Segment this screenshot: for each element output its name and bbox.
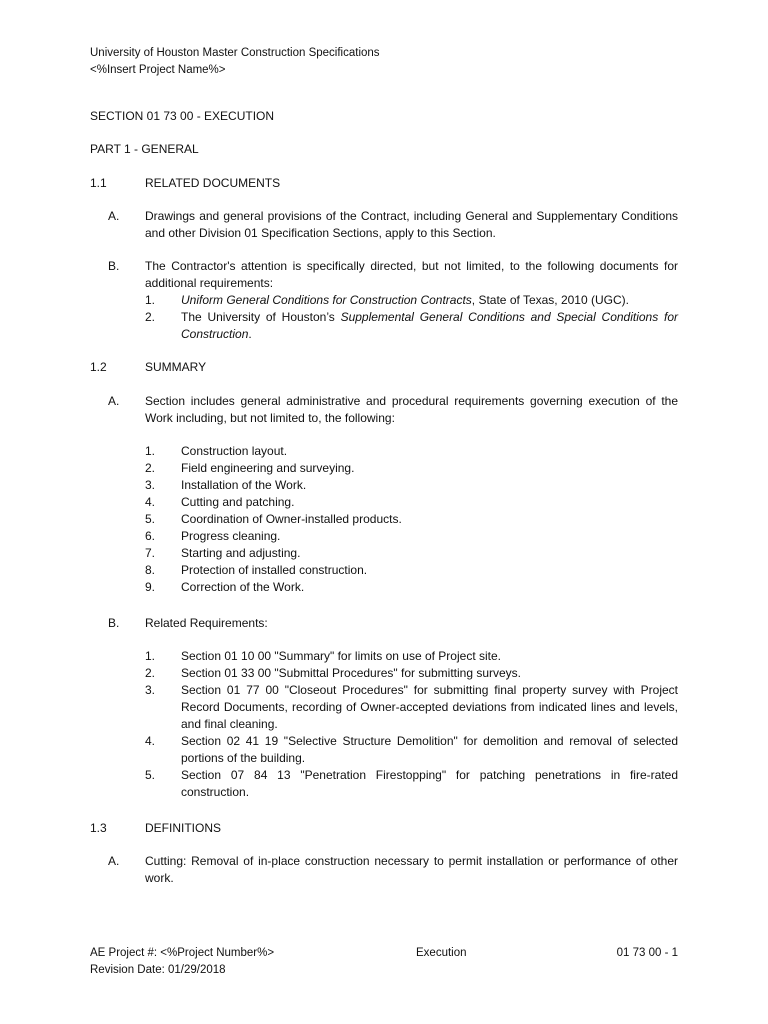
list-item-text: Coordination of Owner-installed products. [181, 512, 402, 526]
list-item-text: Field engineering and surveying. [181, 461, 355, 475]
list-item [145, 528, 678, 545]
list-item-text: Correction of the Work. [181, 580, 305, 594]
list-number: 3. [145, 683, 156, 697]
list-number: 8. [145, 563, 156, 577]
paragraph-text: The Contractor's attention is specifically directed, but not limited, to the following documents for additional requirements: [145, 259, 678, 290]
list-item [145, 665, 678, 682]
list-item [145, 682, 678, 733]
list-number: 1. [145, 444, 156, 458]
list-item-text: Section 02 41 19 "Selective Structure Demolition" for demolition and removal of selected portions of the building. [181, 734, 678, 765]
footer-page-number: 01 73 00 - 1 [616, 947, 678, 959]
document-header [90, 45, 380, 79]
article-number: 1.3 [90, 821, 107, 835]
header-spec-title: University of Houston Master Construction Specifications [90, 47, 380, 59]
list-item-text: Progress cleaning. [181, 529, 281, 543]
list-item-text: Installation of the Work. [181, 478, 307, 492]
summary-list [145, 443, 678, 596]
list-item [145, 292, 678, 309]
list-item-text: Cutting and patching. [181, 495, 295, 509]
article-number: 1.2 [90, 360, 107, 374]
list-item-text: Protection of installed construction. [181, 563, 368, 577]
footer-project-number: AE Project #: <%Project Number%> [90, 947, 275, 959]
section-title: SECTION 01 73 00 - EXECUTION [90, 109, 275, 123]
list-number: 7. [145, 546, 156, 560]
list-number: 4. [145, 734, 156, 748]
list-item-text: Section 07 84 13 "Penetration Firestopping" for patching penetrations in fire-rated construction. [181, 768, 678, 799]
paragraph-letter: B. [108, 259, 120, 273]
list-number: 6. [145, 529, 156, 543]
list-number: 4. [145, 495, 156, 509]
document-title: Uniform General Conditions for Construction Contracts [181, 293, 472, 307]
header-project-name: <%Insert Project Name%> [90, 64, 226, 76]
list-number: 2. [145, 666, 156, 680]
paragraph-letter: A. [108, 394, 120, 408]
list-item [145, 733, 678, 767]
article-title: DEFINITIONS [145, 821, 222, 835]
paragraph-text: Cutting: Removal of in-place construction necessary to permit installation or performance of other work. [145, 854, 678, 885]
paragraph-text: Section includes general administrative and procedural requirements governing execution of the Work including, but not limited to, the following: [145, 394, 678, 425]
list-item [145, 648, 678, 665]
list-number: 1. [145, 293, 156, 307]
list-item [145, 477, 678, 494]
list-item [145, 494, 678, 511]
list-item-text: Starting and adjusting. [181, 546, 301, 560]
paragraph-text: Related Requirements: [145, 616, 268, 630]
list-item-text: The University of Houston’s [181, 310, 341, 324]
paragraph-letter: A. [108, 854, 120, 868]
list-number: 9. [145, 580, 156, 594]
list-item [145, 562, 678, 579]
list-number: 5. [145, 768, 156, 782]
list-item-text: Section 01 33 00 "Submittal Procedures" for submitting surveys. [181, 666, 522, 680]
list-item-text: Section 01 10 00 "Summary" for limits on use of Project site. [181, 649, 501, 663]
list-number: 5. [145, 512, 156, 526]
footer-revision-date: Revision Date: 01/29/2018 [90, 964, 226, 976]
article-title: RELATED DOCUMENTS [145, 176, 281, 190]
list-item [145, 579, 678, 596]
list-item [145, 460, 678, 477]
list-item [145, 309, 678, 343]
list-item-text: , State of Texas, 2010 (UGC). [471, 293, 629, 307]
list-item [145, 511, 678, 528]
paragraph-letter: A. [108, 209, 120, 223]
document-list [145, 292, 678, 343]
part-title: PART 1 - GENERAL [90, 142, 199, 156]
list-item [145, 443, 678, 460]
related-requirements-list [145, 648, 678, 801]
paragraph-text: Drawings and general provisions of the Contract, including General and Supplementary Conditions and other Division 01 Specification Sections, apply to this Section. [145, 209, 678, 240]
list-number: 2. [145, 461, 156, 475]
list-item-text: Section 01 77 00 "Closeout Procedures" for submitting final property survey with Project Record Documents, recording of Owner-accepted deviations from indicated lines and levels, and final cleaning. [181, 683, 678, 731]
list-item [145, 545, 678, 562]
list-item [145, 767, 678, 801]
list-number: 3. [145, 478, 156, 492]
list-item-text: Construction layout. [181, 444, 288, 458]
list-item-text: . [248, 327, 252, 341]
list-number: 2. [145, 310, 156, 324]
footer-section-name: Execution [416, 947, 467, 959]
article-title: SUMMARY [145, 360, 207, 374]
list-number: 1. [145, 649, 156, 663]
paragraph-letter: B. [108, 616, 120, 630]
footer-left [90, 945, 274, 979]
article-number: 1.1 [90, 176, 107, 190]
document-title: Supplemental General Conditions and Special Conditions for Construction [181, 310, 678, 341]
